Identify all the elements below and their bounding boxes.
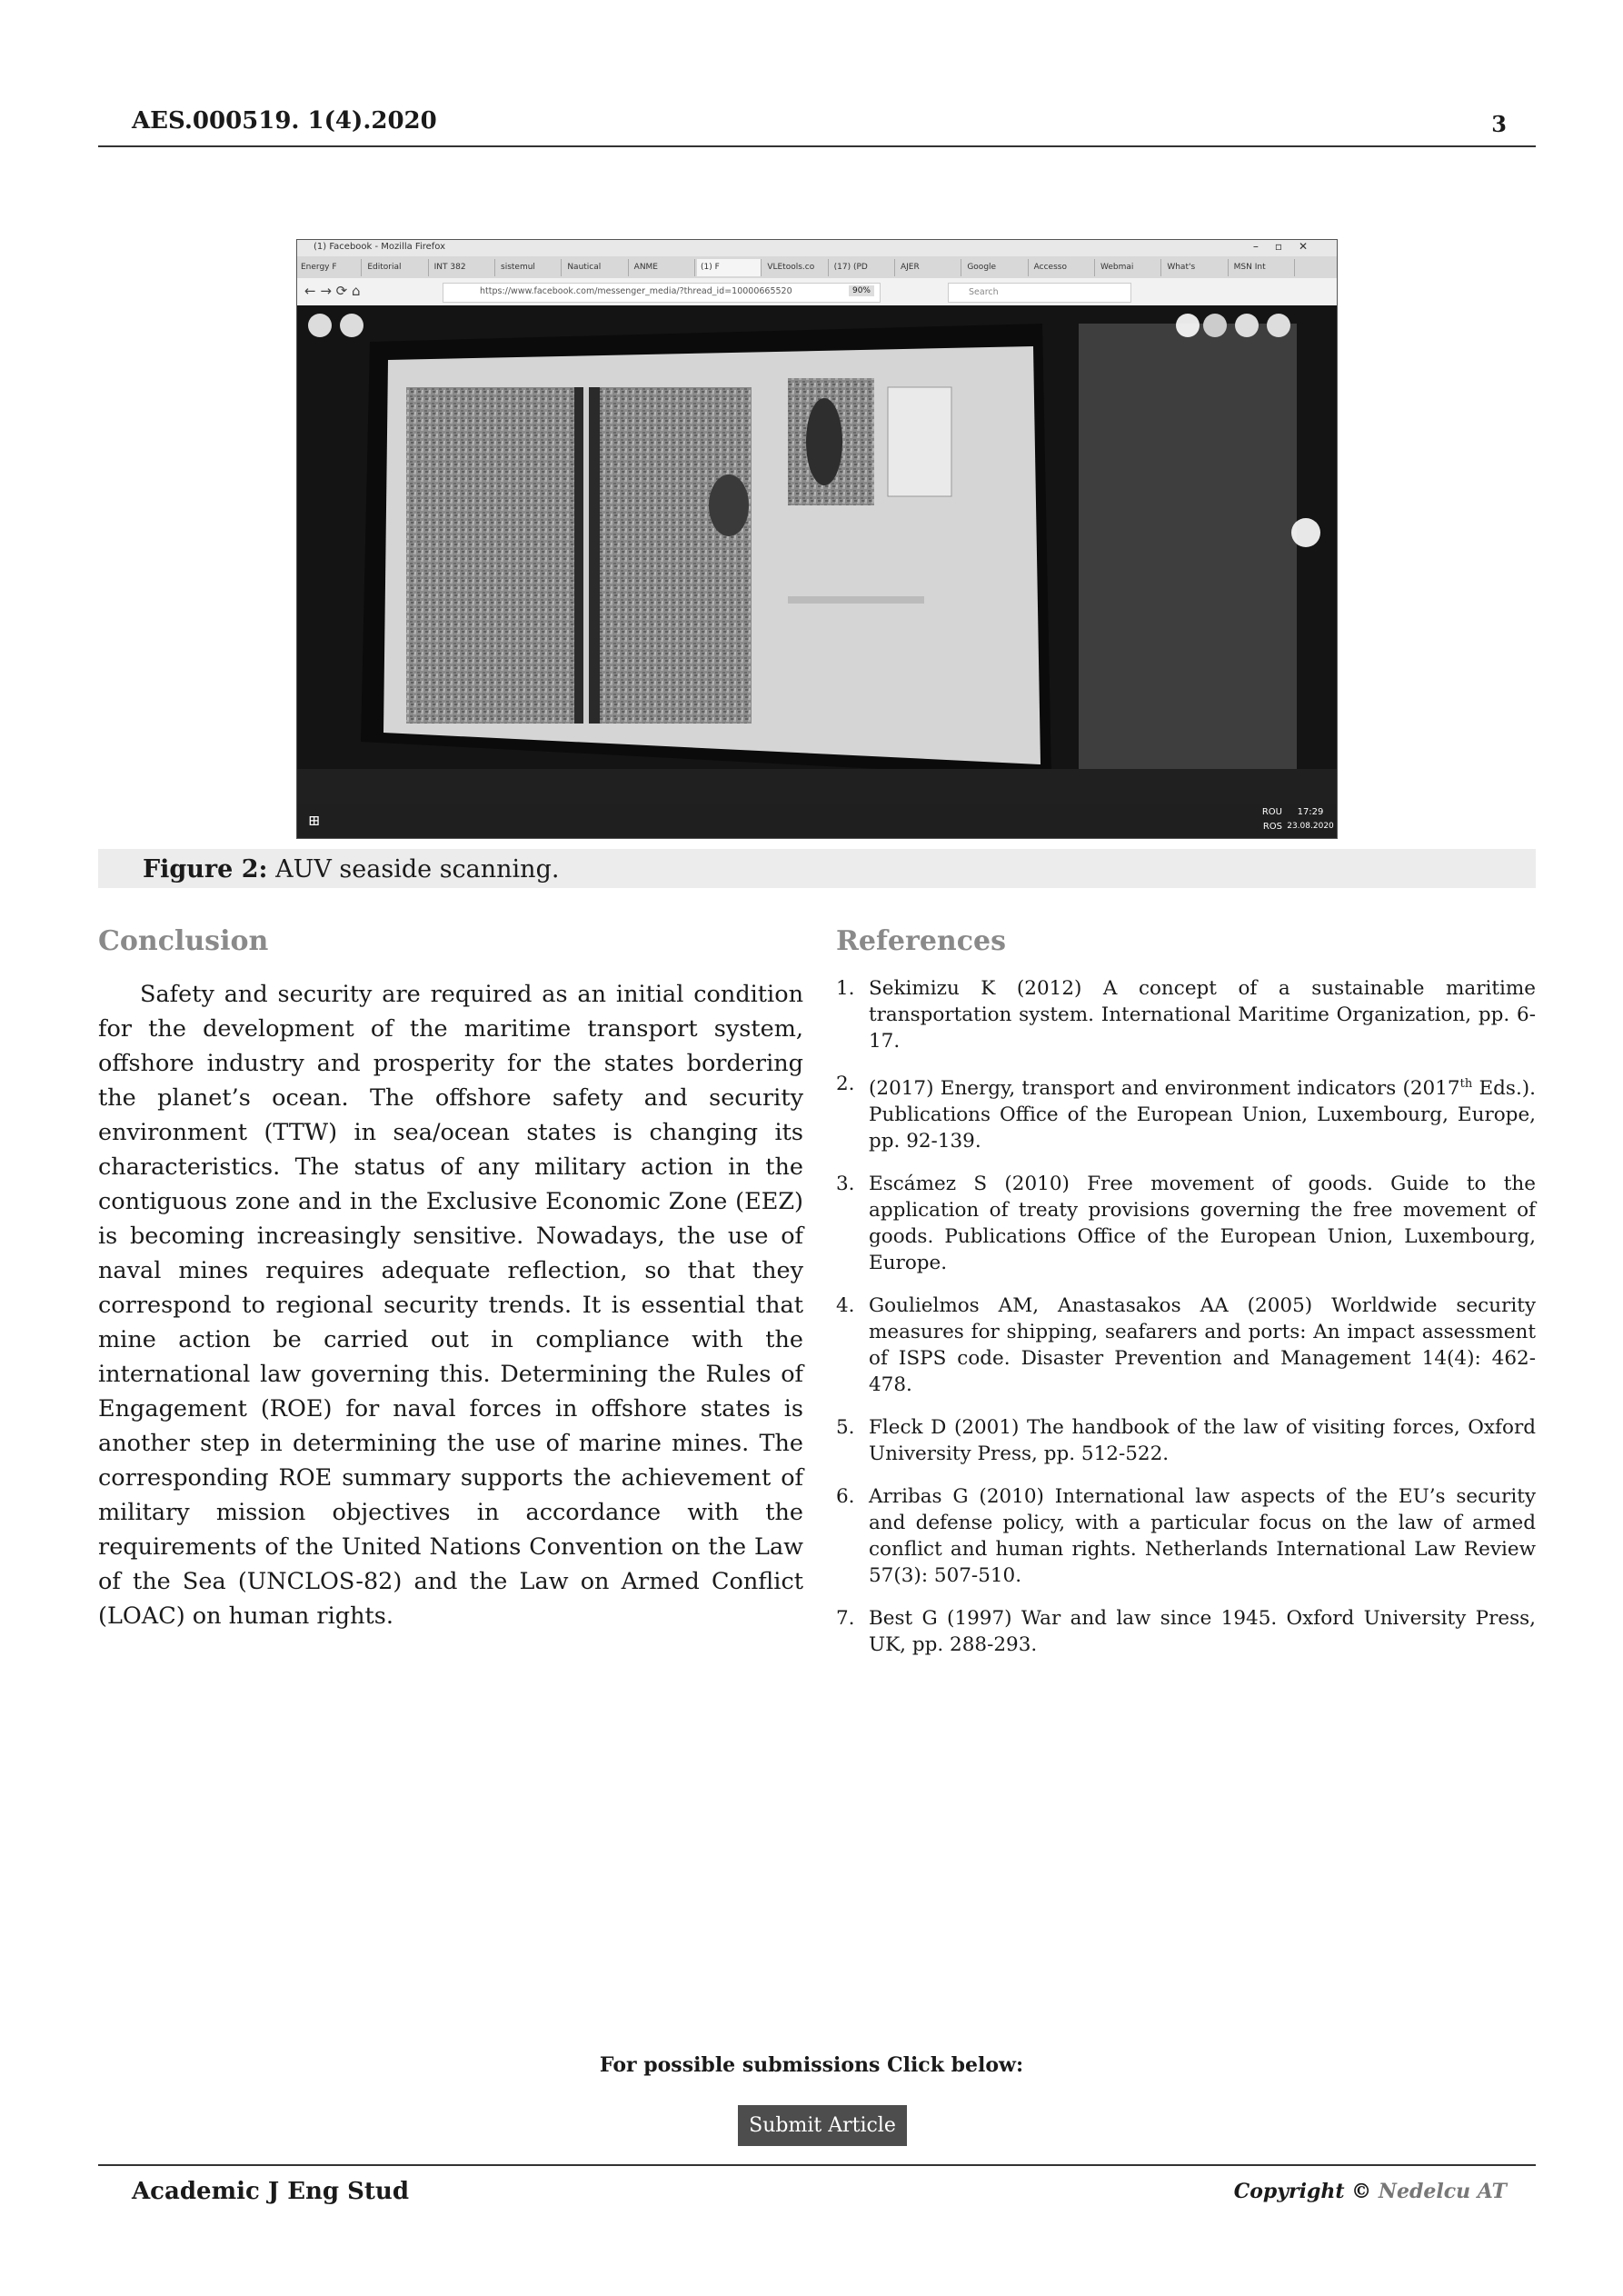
search-box: [948, 283, 1131, 303]
reference-number: 7.: [836, 1607, 855, 1631]
browser-tab: ANME: [631, 259, 695, 276]
reference-number: 4.: [836, 1294, 855, 1318]
lang-indicator-top: ROU: [1261, 807, 1282, 817]
browser-title-bar: [297, 240, 1337, 256]
submission-prompt: For possible submissions Click below:: [599, 2053, 1024, 2077]
figure-caption-text: AUV seaside scanning.: [275, 855, 560, 883]
journal-id: AES.000519. 1(4).2020: [132, 107, 437, 135]
browser-toolbar: [297, 278, 1337, 306]
conclusion-heading: Conclusion: [98, 925, 269, 957]
browser-tab: AJER: [897, 259, 961, 276]
reference-item: [836, 1605, 1536, 1658]
browser-tab: Google: [963, 259, 1028, 276]
references-list: [836, 975, 1536, 1674]
reference-text: Escámez S (2010) Free movement of goods. Guide to the application of treaty provisions governing the free movement of goods. Publications Office of the European Union, Luxembourg, Europe.: [869, 1173, 1536, 1275]
windows-start-icon: ⊞: [308, 812, 321, 829]
reference-item: [836, 1293, 1536, 1398]
search-placeholder: Search: [969, 287, 999, 297]
reference-number: 6.: [836, 1485, 855, 1509]
browser-tab: Energy F: [297, 259, 362, 276]
browser-tab: (1) F: [697, 259, 762, 276]
reference-number: 1.: [836, 977, 855, 1000]
browser-tab: Editorial: [363, 259, 428, 276]
windows-taskbar: [297, 804, 1337, 838]
reference-text: Best G (1997) War and law since 1945. Oxford University Press, UK, pp. 288-293.: [869, 1607, 1536, 1657]
reference-item: [836, 1171, 1536, 1276]
header-rule: [98, 145, 1536, 147]
page-number: 3: [1491, 111, 1507, 137]
footer-copyright: [1234, 2180, 1507, 2203]
figure-label: Figure 2:: [143, 855, 268, 883]
copyright-author: Nedelcu AT: [1378, 2180, 1507, 2203]
zoom-level: 90%: [849, 285, 874, 296]
reference-item: [836, 1414, 1536, 1467]
figure-caption: [143, 855, 559, 883]
reference-item: [836, 1071, 1536, 1154]
reference-text-continued: Eds.). Publications Office of the European Union, Luxembourg, Europe, pp. 92-139.: [869, 1077, 1537, 1153]
sonar-monitor-photo: [297, 305, 1337, 804]
reference-text: Fleck D (2001) The handbook of the law of visiting forces, Oxford University Press, pp. 512-522.: [869, 1416, 1536, 1466]
reference-text: Goulielmos AM, Anastasakos AA (2005) Worldwide security measures for shipping, seafarers and ports: An impact assessment of ISPS code. Disaster Prevention and Management 14(4): 462-478.: [869, 1294, 1536, 1397]
reference-text: Sekimizu K (2012) A concept of a sustainable maritime transportation system. International Maritime Organization, pp. 6-17.: [869, 977, 1536, 1053]
reference-item: [836, 975, 1536, 1054]
references-heading: References: [836, 925, 1006, 957]
clock-date: 23.08.2020: [1287, 822, 1334, 831]
browser-tab: Webmai: [1097, 259, 1161, 276]
reference-item: [836, 1483, 1536, 1589]
reference-number: 5.: [836, 1416, 855, 1440]
browser-tab: Accesso: [1031, 259, 1095, 276]
browser-tab-strip: [297, 256, 1337, 278]
copyright-label: Copyright ©: [1233, 2180, 1372, 2203]
url-text: https://www.facebook.com/messenger_media/?thread_id=10000665520: [480, 286, 792, 296]
url-bar: [443, 283, 881, 303]
browser-tab: (17) (PD: [831, 259, 895, 276]
footer-rule: [98, 2164, 1536, 2166]
photo-viewer: [297, 305, 1337, 804]
browser-tab: What's: [1163, 259, 1228, 276]
reference-text: Arribas G (2010) International law aspects of the EU’s security and defense policy, with a particular focus on the law of armed conflict and human rights. Netherlands International Law Review 57(3): 507-510.: [869, 1485, 1536, 1588]
window-title: (1) Facebook - Mozilla Firefox: [314, 242, 446, 252]
browser-tab: INT 382: [431, 259, 495, 276]
footer-journal-name: Academic J Eng Stud: [132, 2178, 410, 2205]
browser-tab: VLEtools.co: [763, 259, 828, 276]
conclusion-paragraph: Safety and security are required as an initial condition for the development of the maritime transport system, offshore industry and prosperity for the states bordering the planet’s ocean. The offshore safety and security environment (TTW) in sea/ocean states is changing its characteristics. The status of any military action in the contiguous zone and in the Exclusive Economic Zone (EEZ) is becoming increasingly sensitive. Nowadays, the use of naval mines requires adequate reflection, so that they correspond to regional security trends. It is essential that mine action be carried out in compliance with the international law governing this. Determining the Rules of Engagement (ROE) for naval forces in offshore states is another step in determining the use of marine mines. The corresponding ROE summary supports the achievement of military mission objectives in accordance with the requirements of the United Nations Convention on the Law of the Sea (UNCLOS-82) and the Law on Armed Conflict (LOAC) on human rights.: [98, 981, 803, 1630]
browser-tab: Nautical: [563, 259, 628, 276]
nav-arrows-icon: ← → ⟳ ⌂: [304, 283, 361, 299]
reference-text: (2017) Energy, transport and environment indicators (2017: [869, 1077, 1460, 1101]
reference-superscript: th: [1459, 1077, 1473, 1091]
submit-article-button[interactable]: Submit Article: [738, 2105, 907, 2146]
lang-indicator-bottom: ROS: [1262, 822, 1282, 832]
reference-number: 2.: [836, 1073, 855, 1095]
window-controls-icon: –▫✕: [1252, 240, 1324, 253]
browser-tab: sistemul: [497, 259, 562, 276]
clock-time: 17:29: [1297, 807, 1324, 817]
browser-tab: MSN Int: [1230, 259, 1295, 276]
reference-number: 3.: [836, 1173, 855, 1196]
figure-image: [296, 239, 1338, 839]
